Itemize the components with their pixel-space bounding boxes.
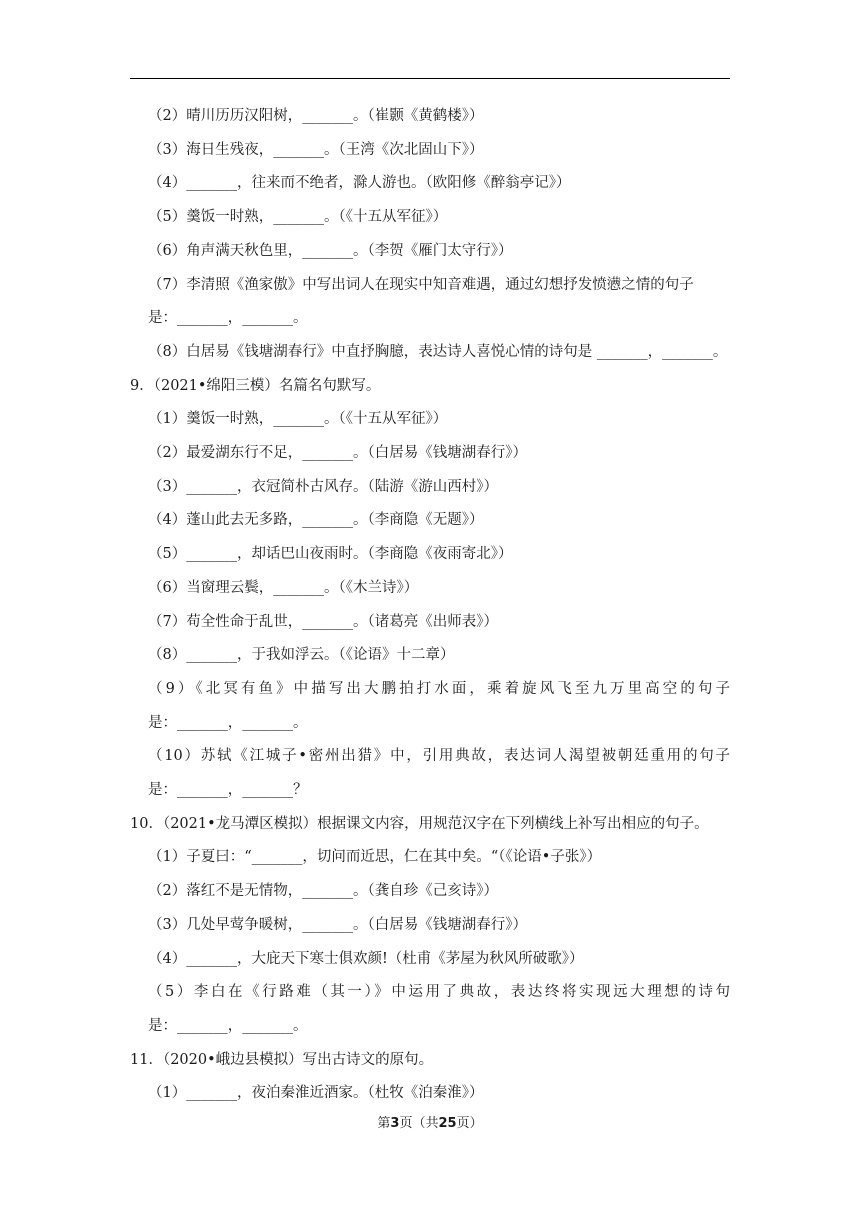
question-line: （5）羹饭一时熟，_______。（《十五从军征》） (148, 209, 448, 226)
question-line: （3）几处早莺争暖树，_______。（白居易《钱塘湖春行》） (148, 916, 527, 933)
question-line: （4）_______，往来而不绝者，滁人游也。（欧阳修《醉翁亭记》） (148, 175, 571, 192)
question-line: （6）当窗理云鬓，_______。（《木兰诗》） (148, 579, 419, 596)
question-line: （10）苏轼《江城子•密州出猎》中，引用典故，表达词人渴望被朝廷重用的句子 (148, 748, 730, 765)
question-line: （3）海日生残夜，_______。（王湾《次北固山下》） (148, 141, 484, 158)
question-line: （5）_______，却话巴山夜雨时。（李商隐《夜雨寄北》） (148, 546, 513, 563)
question-line: （7）李清照《渔家傲》中写出词人在现实中知音难遇，通过幻想抒发愤懑之情的句子 (148, 276, 694, 293)
footer-prefix: 第 (377, 1116, 391, 1131)
page-footer (0, 1115, 860, 1133)
footer-suffix: 页） (456, 1116, 483, 1131)
question-line: （8）白居易《钱塘湖春行》中直抒胸臆，表达诗人喜悦心情的诗句是 _______，_______。 (148, 343, 728, 360)
footer-page-number: 3 (390, 1116, 400, 1131)
question-line: （1）子夏曰：“_______，切问而近思，仁在其中矣。“（《论语•子张》） (148, 849, 602, 866)
question-heading: 10．（2021•龙马潭区模拟）根据课文内容，用规范汉字在下列横线上补写出相应的句子。 (130, 815, 709, 832)
question-line: （1）_______，夜泊秦淮近酒家。（杜牧《泊秦淮》） (148, 1085, 484, 1102)
question-line: （1）羹饭一时熟，_______。（《十五从军征》） (148, 411, 448, 428)
header-rule (130, 78, 730, 79)
question-heading: 9．（2021•绵阳三模）名篇名句默写。 (130, 377, 381, 394)
question-line: （3）_______，衣冠简朴古风存。（陆游《游山西村》） (148, 478, 498, 495)
footer-middle: 页（共 (399, 1116, 439, 1131)
question-line: 是：_______，_______。 (148, 1017, 308, 1034)
question-line: （9）《北冥有鱼》中描写出大鹏拍打水面，乘着旋风飞至九万里高空的句子 (148, 680, 730, 697)
question-line: （6）角声满天秋色里，_______。（李贺《雁门太守行》） (148, 242, 513, 259)
question-line: （2）最爱湖东行不足，_______。（白居易《钱塘湖春行》） (148, 445, 527, 461)
question-line: （5）李白在《行路难（其一）》中运用了典故，表达终将实现远大理想的诗句 (148, 984, 730, 1001)
question-line: 是：_______，_______。 (148, 310, 308, 327)
question-line: 是：_______，_______。 (148, 714, 308, 731)
question-line: 是：_______，_______？ (148, 782, 308, 798)
question-line: （4）蓬山此去无多路，_______。（李商隐《无题》） (148, 512, 484, 529)
question-line: （7）苟全性命于乱世，_______。（诸葛亮《出师表》） (148, 613, 498, 630)
question-line: （8）_______，于我如浮云。（《论语》十二章） (148, 647, 455, 664)
question-line: （2）落红不是无情物，_______。（龚自珍《己亥诗》） (148, 883, 498, 900)
question-line: （4）_______，大庇天下寒士俱欢颜!（杜甫《茅屋为秋风所破歌》） (148, 950, 584, 967)
question-line: （2）晴川历历汉阳树，_______。（崔颢《黄鹤楼》） (148, 108, 484, 124)
question-heading: 11．（2020•峨边县模拟）写出古诗文的原句。 (130, 1051, 434, 1068)
footer-total-pages: 25 (438, 1116, 457, 1131)
